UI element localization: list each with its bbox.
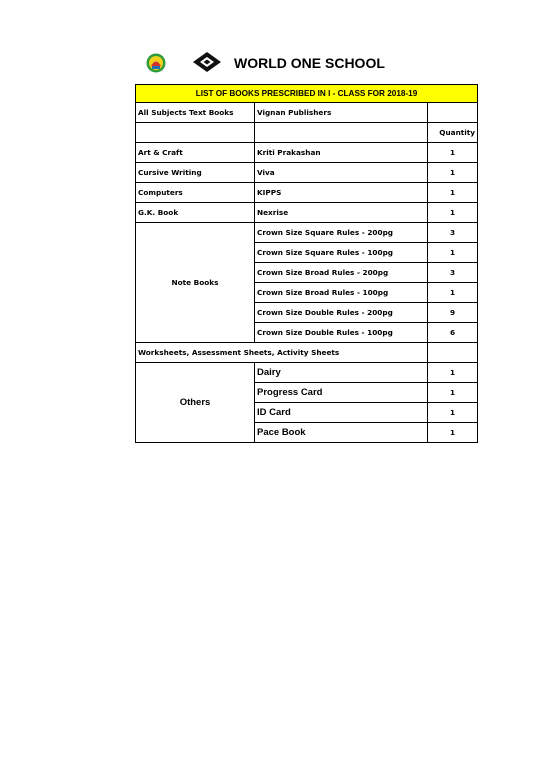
table-row [136, 123, 478, 143]
quantity-cell: 3 [428, 223, 478, 243]
table-row [136, 203, 478, 223]
title-row [136, 85, 478, 103]
empty-cell [428, 103, 478, 123]
table-row [136, 183, 478, 203]
item-name-cell: Crown Size Broad Rules - 100pg [255, 283, 428, 303]
item-name-cell: Pace Book [255, 423, 428, 443]
quantity-cell: 3 [428, 263, 478, 283]
quantity-cell: 1 [428, 283, 478, 303]
page-header [146, 50, 446, 80]
publisher-cell: Kriti Prakashan [255, 143, 428, 163]
item-name-cell: Progress Card [255, 383, 428, 403]
quantity-cell: 1 [428, 423, 478, 443]
table-row [136, 343, 478, 363]
note-books-label: Note Books [136, 223, 255, 343]
diamond-logo-icon [192, 51, 222, 73]
others-label: Others [136, 363, 255, 443]
table-row [136, 103, 478, 123]
item-name-cell: Crown Size Square Rules - 100pg [255, 243, 428, 263]
publisher-cell: Nexrise [255, 203, 428, 223]
quantity-cell: 1 [428, 383, 478, 403]
empty-cell [428, 343, 478, 363]
subject-cell: G.K. Book [136, 203, 255, 223]
item-name-cell: ID Card [255, 403, 428, 423]
quantity-cell: 1 [428, 403, 478, 423]
all-subjects-label: All Subjects Text Books [136, 103, 255, 123]
quantity-cell: 1 [428, 143, 478, 163]
table-row [136, 163, 478, 183]
table-title: LIST OF BOOKS PRESCRIBED IN I - CLASS FOR 2018-19 [136, 85, 478, 103]
item-name-cell: Dairy [255, 363, 428, 383]
empty-cell [255, 123, 428, 143]
table-row [136, 143, 478, 163]
quantity-cell: 1 [428, 183, 478, 203]
book-list-table [135, 84, 478, 443]
subject-cell: Art & Craft [136, 143, 255, 163]
publisher-cell: Viva [255, 163, 428, 183]
table-row [136, 363, 478, 383]
worksheets-cell: Worksheets, Assessment Sheets, Activity Sheets [136, 343, 428, 363]
empty-cell [136, 123, 255, 143]
quantity-cell: 6 [428, 323, 478, 343]
quantity-cell: 1 [428, 203, 478, 223]
item-name-cell: Crown Size Double Rules - 200pg [255, 303, 428, 323]
quantity-cell: 1 [428, 363, 478, 383]
publisher-cell: KIPPS [255, 183, 428, 203]
quantity-header: Quantity [428, 123, 478, 143]
table-row [136, 223, 478, 243]
quantity-cell: 9 [428, 303, 478, 323]
school-name: WORLD ONE SCHOOL [234, 55, 385, 71]
subject-cell: Cursive Writing [136, 163, 255, 183]
quantity-cell: 1 [428, 243, 478, 263]
item-name-cell: Crown Size Double Rules - 100pg [255, 323, 428, 343]
item-name-cell: Crown Size Square Rules - 200pg [255, 223, 428, 243]
subject-cell: Computers [136, 183, 255, 203]
item-name-cell: Crown Size Broad Rules - 200pg [255, 263, 428, 283]
school-crest-icon [146, 53, 166, 73]
all-subjects-publisher: Vignan Publishers [255, 103, 428, 123]
quantity-cell: 1 [428, 163, 478, 183]
